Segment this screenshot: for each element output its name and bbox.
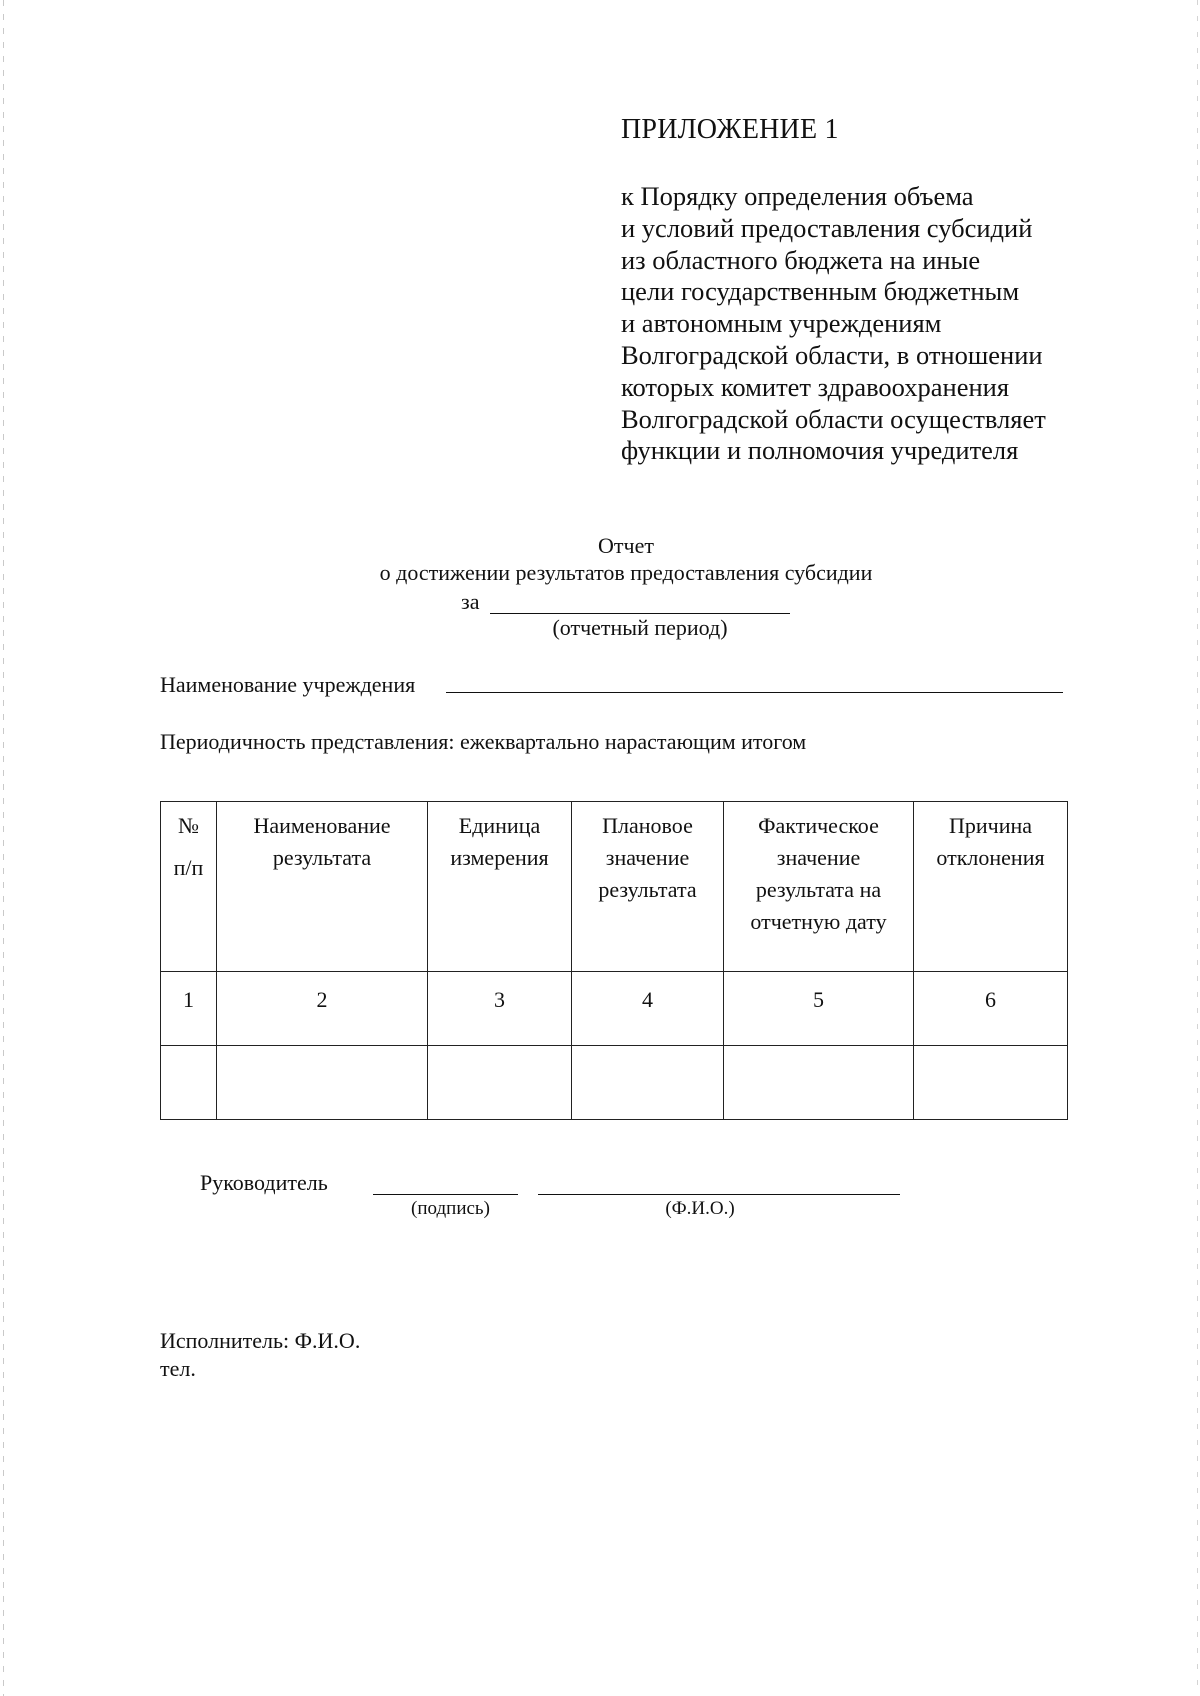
table-cell: 2 — [217, 972, 428, 1046]
header-result-name: Наименование результата — [217, 802, 428, 972]
table-cell: 4 — [572, 972, 724, 1046]
appendix-line: к Порядку определения объема — [621, 181, 974, 211]
institution-blank-line[interactable] — [446, 692, 1063, 693]
fio-caption: (Ф.И.О.) — [665, 1198, 735, 1219]
appendix-line: и автономным учреждениям — [621, 308, 942, 339]
appendix-line: которых комитет здравоохранения — [621, 371, 1010, 402]
table-cell[interactable] — [161, 1046, 217, 1120]
appendix-line: цели государственным бюджетным — [621, 276, 1020, 307]
executor-label: Исполнитель: Ф.И.О. — [160, 1328, 361, 1353]
table-cell[interactable] — [724, 1046, 914, 1120]
table-row — [161, 1046, 1068, 1120]
table-cell[interactable] — [914, 1046, 1068, 1120]
appendix-line: из областного бюджета на иные — [621, 244, 981, 275]
appendix-line: функции и полномочия учредителя — [621, 435, 1019, 466]
scan-edge-right — [1197, 0, 1198, 1696]
header-actual-value: Фактическое значение результата на отчетную дату — [724, 802, 914, 972]
table-cell[interactable] — [217, 1046, 428, 1120]
table-cell: 6 — [914, 972, 1068, 1046]
header-number: № п/п — [161, 802, 217, 972]
period-caption: (отчетный период) — [552, 615, 728, 640]
report-title: Отчет — [598, 533, 654, 558]
period-prefix: за — [461, 589, 480, 614]
table-row — [161, 972, 1068, 1046]
table-header-row — [161, 802, 1068, 972]
table-cell: 5 — [724, 972, 914, 1046]
appendix-line: Волгоградской области осуществляет — [621, 403, 1046, 434]
header-deviation-reason: Причина отклонения — [914, 802, 1068, 972]
scan-edge-left — [3, 0, 4, 1696]
table-cell[interactable] — [428, 1046, 572, 1120]
header-unit: Единица измерения — [428, 802, 572, 972]
periodicity-text: Периодичность представления: ежеквартально нарастающим итогом — [160, 729, 807, 754]
period-blank-line[interactable] — [490, 613, 790, 614]
institution-label: Наименование учреждения — [160, 672, 416, 697]
header-planned-value: Плановое значение результата — [572, 802, 724, 972]
table-cell: 1 — [161, 972, 217, 1046]
table-cell[interactable] — [572, 1046, 724, 1120]
signature-caption: (подпись) — [411, 1198, 490, 1219]
phone-label: тел. — [160, 1356, 196, 1381]
appendix-text — [621, 181, 1046, 467]
appendix-line: и условий предоставления субсидий — [621, 212, 1033, 243]
table-cell: 3 — [428, 972, 572, 1046]
appendix-title: ПРИЛОЖЕНИЕ 1 — [621, 114, 839, 145]
manager-label: Руководитель — [200, 1170, 328, 1195]
signature-blank-line[interactable] — [373, 1194, 518, 1195]
fio-blank-line[interactable] — [538, 1194, 900, 1195]
appendix-line: Волгоградской области, в отношении — [621, 339, 1043, 370]
report-subtitle: о достижении результатов предоставления субсидии — [379, 560, 873, 585]
results-table — [160, 801, 1068, 1120]
